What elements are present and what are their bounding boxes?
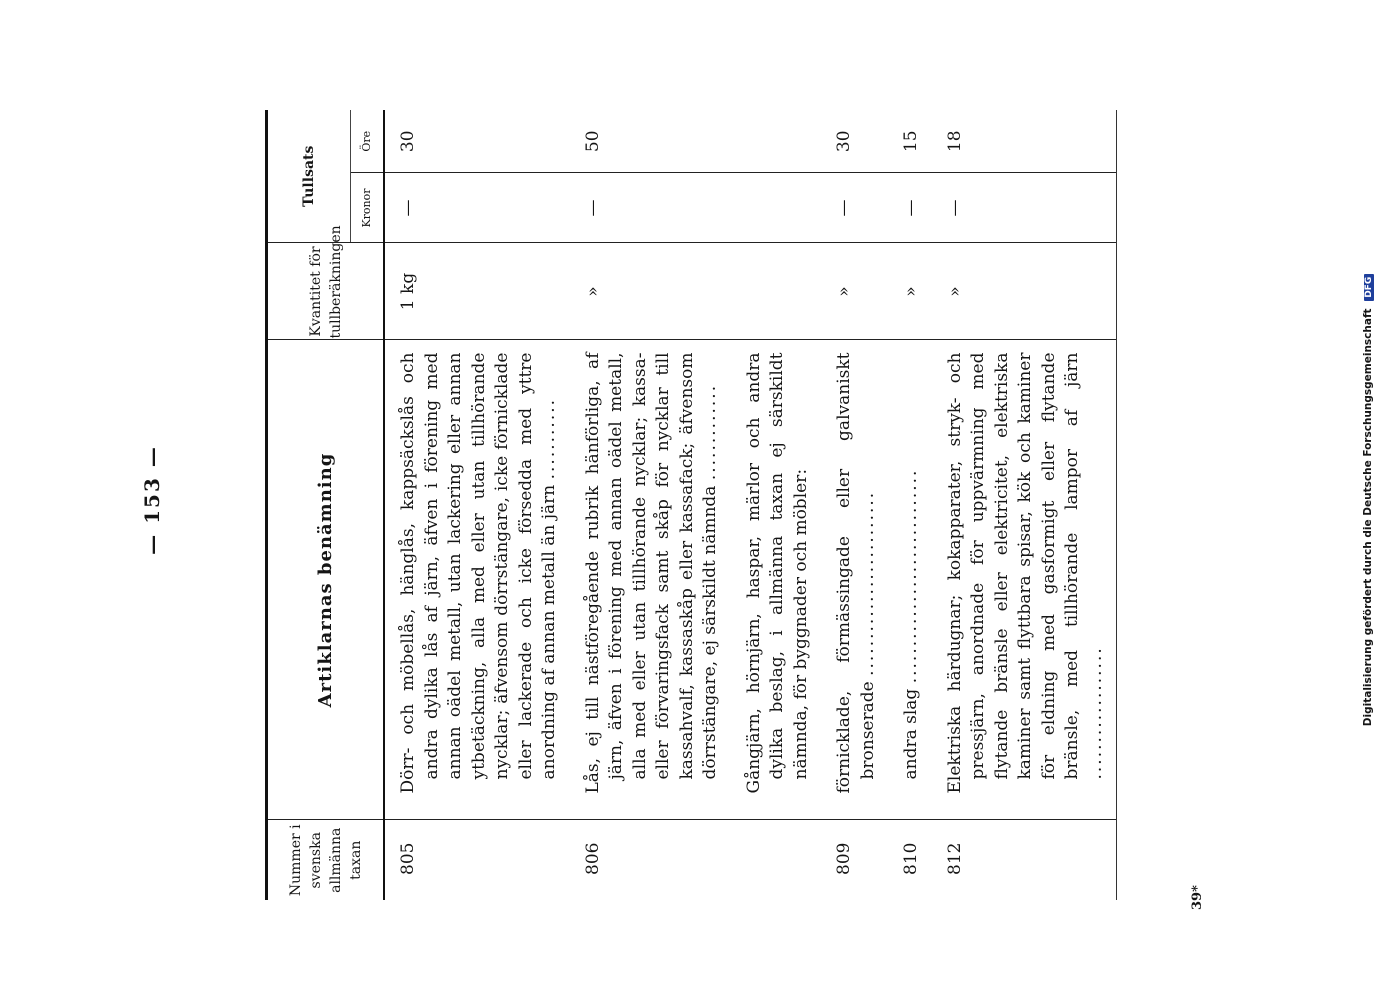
row-quantity: » bbox=[821, 243, 888, 340]
table-row bbox=[731, 110, 822, 900]
row-ore: 15 bbox=[901, 130, 921, 153]
row-quantity: » bbox=[888, 243, 932, 340]
row-kronor: — bbox=[932, 173, 1117, 243]
row-kronor: — bbox=[821, 173, 888, 243]
tariff-table bbox=[265, 110, 1117, 900]
row-article bbox=[570, 340, 731, 820]
signature-mark: 39* bbox=[1190, 885, 1205, 910]
row-quantity: 1 kg bbox=[384, 243, 570, 340]
article-text: förnicklade, förmässingade eller galvaniskt bronserade bbox=[834, 352, 878, 794]
header-ore: Öre bbox=[351, 110, 385, 173]
row-article bbox=[888, 340, 932, 820]
table-row bbox=[821, 110, 888, 900]
leader-dots: ......................... bbox=[857, 490, 878, 676]
header-kronor: Kronor bbox=[351, 173, 385, 243]
row-article bbox=[731, 340, 822, 820]
leader-dots: ........... bbox=[539, 397, 559, 480]
row-number: 812 bbox=[932, 820, 1117, 900]
row-quantity: » bbox=[570, 243, 731, 340]
row-ore: 50 bbox=[582, 130, 603, 153]
table-row bbox=[888, 110, 932, 900]
article-text: andra slag bbox=[901, 688, 921, 780]
row-article bbox=[821, 340, 888, 820]
row-article bbox=[932, 340, 1117, 820]
row-ore: 18 bbox=[932, 110, 1117, 173]
article-text: Elektriska härdugnar; kokapparater, stryk- och pressjärn, anordnade för uppvärmning med flytande bränsle eller elektricitet, elektriska kaminer samt flyttbara spisar, kök och kaminer för eldning med gasformigt eller flytande bränsle, med tillhörande lampor af järn bbox=[944, 352, 1082, 794]
row-kronor: — bbox=[888, 173, 932, 243]
table-row bbox=[384, 110, 570, 900]
table-row bbox=[570, 110, 731, 900]
header-quantity: Kvantitet för tullberäkningen bbox=[267, 243, 385, 340]
leader-dots: .................. bbox=[1085, 646, 1106, 780]
row-quantity bbox=[731, 243, 822, 340]
header-tullsats: Tullsats bbox=[267, 110, 351, 243]
row-number bbox=[731, 820, 822, 900]
row-quantity: » bbox=[932, 243, 1117, 340]
row-kronor: — bbox=[570, 173, 731, 243]
article-text: Gångjärn, hörnjärn, haspar, märlor och andra dylika beslag, i allmänna taxan ej särskildt nämnda, för byggnader och möbler: bbox=[743, 352, 811, 794]
article-text: Dörr- och möbellås, hänglås, kappsäckslås och andra dylika lås af järn, äfven i förening med annan oädel metall, utan lackering eller annan ytbetäckning, alla med eller utan tillhörande nycklar; äfvensom dörrstängare, icke förnicklade eller lackerade och icke försedda med yttre anordning af annan metall än järn bbox=[398, 352, 559, 794]
row-number: 810 bbox=[888, 820, 932, 900]
page-number: — 153 — bbox=[140, 445, 164, 555]
row-kronor bbox=[731, 173, 822, 243]
leader-dots: ............. bbox=[700, 383, 720, 481]
digitization-credit bbox=[1362, 0, 1374, 1000]
row-ore bbox=[731, 110, 822, 173]
row-number: 806 bbox=[570, 820, 731, 900]
article-text: Lås, ej till nästföregående rubrik hänförliga, af järn, äfven i förening med annan oädel metall, alla med eller utan tillhörande nycklar; kassa- eller förvaringsfack samt skåp för nycklar till kassahvalf, kassaskåp eller kassafack; äfvensom dörrstängare, ej särskildt nämnda bbox=[582, 352, 720, 794]
row-kronor: — bbox=[384, 173, 570, 243]
leader-dots: ............................. bbox=[901, 468, 921, 684]
table-row bbox=[932, 110, 1117, 900]
row-ore: 30 bbox=[398, 130, 418, 153]
row-ore: 30 bbox=[834, 130, 854, 153]
credit-text: Digitalisierung gefördert durch die Deutsche Forschungsgemeinschaft bbox=[1362, 308, 1374, 727]
header-article: Artiklarnas benämning bbox=[267, 340, 385, 820]
row-number: 809 bbox=[821, 820, 888, 900]
header-number: Nummer i svenska allmänna taxan bbox=[267, 820, 385, 900]
row-number: 805 bbox=[384, 820, 570, 900]
row-article bbox=[384, 340, 570, 820]
dfg-logo: DFG bbox=[1364, 274, 1374, 301]
